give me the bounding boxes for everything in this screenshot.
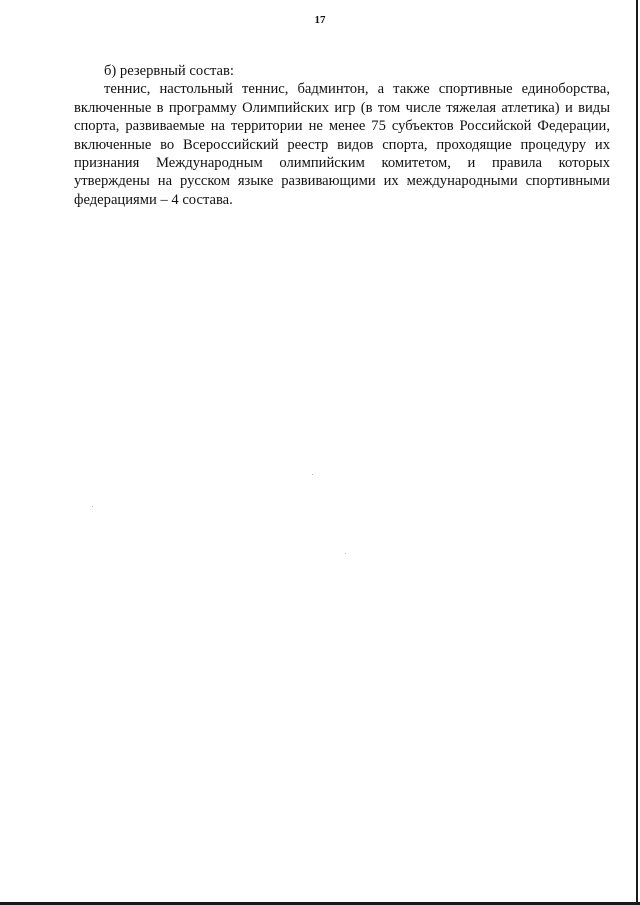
section-heading: б) резервный состав:	[104, 63, 234, 79]
document-body	[74, 62, 610, 209]
page-number: 17	[314, 14, 326, 26]
body-paragraph: теннис, настольный теннис, бадминтон, а также спортивные единоборства, включенные в программу Олимпийских игр (в том числе тяжелая атлетика) и виды спорта, развиваемые на территории не менее 75 субъектов Российской Федерации, включенные во Всероссийский реестр видов спорта, проходящие процедуру их признания Международным олимпийским комитетом, и правила которых утверждены на русском языке развивающими их международными спортивными федерациями – 4 состава.	[74, 81, 610, 208]
scan-speck	[92, 506, 93, 507]
scan-speck	[312, 474, 313, 475]
scan-edge-right	[636, 0, 638, 905]
scan-speck	[345, 553, 346, 554]
